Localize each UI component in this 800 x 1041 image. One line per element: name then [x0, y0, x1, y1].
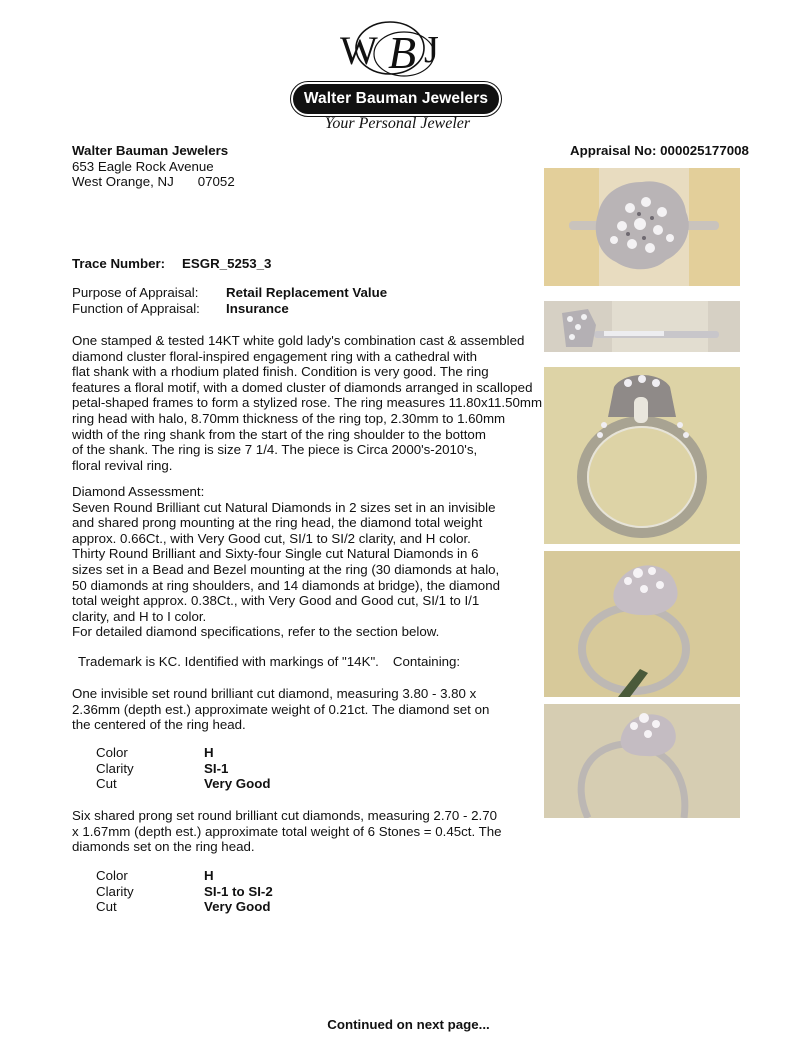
- ring-photo-angled-2: [544, 704, 740, 818]
- ring-photo-angled: [544, 551, 740, 697]
- stone-line: Six shared prong set round brilliant cut diamonds, measuring 2.70 - 2.70: [72, 808, 498, 823]
- spec-row-cut: [96, 776, 396, 792]
- ring-photo-top: [544, 168, 740, 286]
- business-address: [72, 143, 235, 190]
- appraisal-number-label: Appraisal No:: [570, 143, 657, 158]
- company-logo: [290, 18, 505, 133]
- assessment-line: For detailed diamond specifications, refer to the section below.: [72, 624, 440, 640]
- purpose-label: Purpose of Appraisal:: [72, 285, 199, 300]
- description-line: of the shank. The ring is size 7 1/4. The piece is Circa 2000's-2010's,: [72, 442, 478, 458]
- business-zip: 07052: [197, 174, 235, 190]
- assessment-line: clarity, and H to I color.: [72, 608, 207, 624]
- description-line: One stamped & tested 14KT white gold lady's combination cast & assembled: [72, 333, 525, 348]
- diamond-assessment: [72, 484, 542, 640]
- containing-label: Containing:: [392, 654, 461, 669]
- description-line: diamond cluster floral-inspired engagement ring with a cathedral with: [72, 348, 478, 364]
- ring-top-view-image: [544, 168, 740, 286]
- description-line: ring head with halo, 8.70mm thickness of the ring top, 2.30mm to 1.60mm: [72, 410, 506, 426]
- spec-label: Cut: [96, 776, 117, 792]
- function-value: Insurance: [226, 300, 289, 316]
- svg-text:B: B: [388, 27, 417, 78]
- ring-angled-view-image: [544, 551, 740, 697]
- trademark-line: [78, 654, 548, 670]
- description-line: width of the ring shank from the start of the ring shoulder to the bottom: [72, 426, 486, 442]
- svg-text:J: J: [424, 29, 439, 71]
- description-line: floral revival ring.: [72, 457, 173, 473]
- assessment-heading: Diamond Assessment:: [72, 484, 205, 499]
- spec-label: Color: [96, 868, 128, 883]
- spec-value: Very Good: [204, 776, 271, 792]
- business-name: Walter Bauman Jewelers: [72, 143, 229, 158]
- ring-photo-side: [544, 301, 740, 352]
- spec-label: Cut: [96, 899, 117, 915]
- stone-line: the centered of the ring head.: [72, 717, 246, 733]
- spec-value: H: [204, 868, 214, 883]
- appraisal-number-value: 000025177008: [660, 143, 749, 158]
- ring-gallery-view-image: [544, 367, 740, 544]
- function-label: Function of Appraisal:: [72, 300, 200, 316]
- stone-line: 2.36mm (depth est.) approximate weight of 0.21ct. The diamond set on: [72, 701, 490, 717]
- stone-description-1: [72, 686, 542, 733]
- continued-notice: Continued on next page...: [327, 1017, 490, 1032]
- purpose-value: Retail Replacement Value: [226, 285, 388, 300]
- description-line: flat shank with a rhodium plated finish. Condition is very good. The ring: [72, 364, 489, 380]
- ring-photo-gallery: [544, 367, 740, 544]
- business-street: 653 Eagle Rock Avenue: [72, 158, 214, 174]
- spec-label: Clarity: [96, 883, 134, 899]
- assessment-line: 50 diamonds at ring shoulders, and 14 diamonds at bridge), the diamond: [72, 577, 500, 593]
- logo-tagline: Your Personal Jeweler: [324, 115, 471, 132]
- stone-specs-2: [96, 868, 396, 915]
- assessment-line: approx. 0.66Ct., with Very Good cut, SI/1 to SI/2 clarity, and H color.: [72, 530, 471, 546]
- stone-line: diamonds set on the ring head.: [72, 839, 255, 855]
- spec-value: Very Good: [204, 899, 271, 915]
- wbj-monogram-icon: [334, 18, 462, 86]
- assessment-line: total weight approx. 0.38Ct., with Very Good and Good cut, SI/1 to I/1: [72, 593, 480, 609]
- appraisal-number: [570, 143, 749, 159]
- trademark-text: Trademark is KC. Identified with markings of "14K".: [78, 654, 379, 669]
- svg-text:W: W: [340, 28, 378, 73]
- description-line: features a floral motif, with a domed cluster of diamonds arranged in scalloped: [72, 379, 533, 395]
- spec-row-clarity: [96, 884, 396, 900]
- spec-value: H: [204, 745, 214, 760]
- assessment-line: Seven Round Brilliant cut Natural Diamonds in 2 sizes set in an invisible: [72, 499, 496, 515]
- trace-value: ESGR_5253_3: [182, 256, 272, 271]
- ring-side-profile-image: [544, 301, 740, 352]
- assessment-line: Thirty Round Brilliant and Sixty-four Single cut Natural Diamonds in 6: [72, 546, 479, 562]
- logo-plate: Walter Bauman Jewelers: [293, 84, 499, 114]
- stone-line: One invisible set round brilliant cut diamond, measuring 3.80 - 3.80 x: [72, 686, 477, 701]
- appraisal-purpose: [72, 285, 492, 316]
- spec-row-color: [96, 868, 396, 884]
- trace-label: Trace Number:: [72, 256, 166, 271]
- spec-label: Clarity: [96, 760, 134, 776]
- spec-value: SI-1 to SI-2: [204, 883, 273, 899]
- trace-number: [72, 256, 272, 272]
- business-city-state: West Orange, NJ: [72, 174, 174, 190]
- assessment-line: and shared prong mounting at the ring head, the diamond total weight: [72, 515, 483, 531]
- ring-angled-view-2-image: [544, 704, 740, 818]
- item-description: [72, 333, 542, 473]
- business-city-line: [72, 174, 235, 190]
- stone-description-2: [72, 808, 542, 855]
- spec-row-clarity: [96, 761, 396, 777]
- assessment-line: sizes set in a Bead and Bezel mounting at the ring (30 diamonds at halo,: [72, 561, 500, 577]
- description-line: petal-shaped frames to form a stylized rose. The ring measures 11.80x11.50mm: [72, 395, 543, 411]
- spec-value: SI-1: [204, 760, 229, 776]
- spec-row-cut: [96, 899, 396, 915]
- stone-line: x 1.67mm (depth est.) approximate total weight of 6 Stones = 0.45ct. The: [72, 823, 502, 839]
- spec-label: Color: [96, 745, 128, 760]
- spec-row-color: [96, 745, 396, 761]
- stone-specs-1: [96, 745, 396, 792]
